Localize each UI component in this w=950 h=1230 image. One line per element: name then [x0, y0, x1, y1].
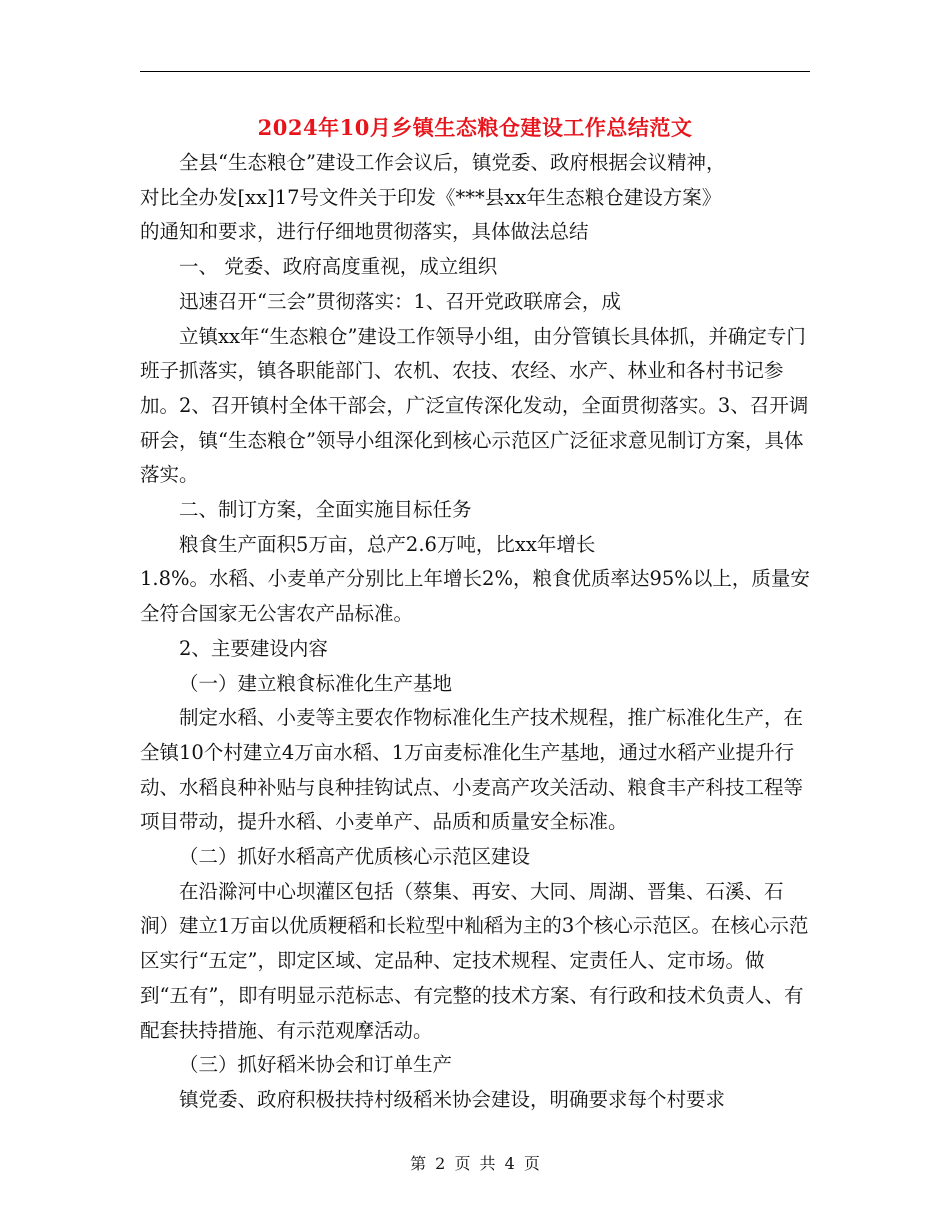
paragraph-intro-line-2: 对比全办发[xx]17号文件关于印发《***县xx年生态粮仓建设方案》 — [140, 185, 722, 209]
paragraph-intro-line-3: 的通知和要求，进行仔细地贯彻落实，具体做法总结 — [140, 220, 589, 244]
paragraph-leading-group: 立镇xx年“生态粮仓”建设工作领导小组，由分管镇长具体抓，并确定专门班子抓落实，镇各职能部门、农机、农技、农经、水产、林业和各村书记参加。2、召开镇村全体干部会，广泛宣传深化发动，全面贯彻落实。3、召开调研会，镇“生态粮仓”领导小组深化到核心示范区广泛征求意见制订方案，具体落实。 — [140, 324, 809, 487]
paragraph-targets-line-2: 1.8%。水稻、小麦单产分别比上年增长2%，粮食优质率达95%以上，质量安全符合国家无公害农产品标准。 — [140, 567, 810, 626]
subheading-demo-area: （二）抓好水稻高产优质核心示范区建设 — [179, 845, 531, 869]
paragraph-standard-base: 制定水稻、小麦等主要农作物标准化生产技术规程，推广标准化生产，在全镇10个村建立4万亩水稻、1万亩麦标准化生产基地，通过水稻产业提升行动、水稻良种补贴与良种挂钩试点、小麦高产攻关活动、粮食丰产科技工程等项目带动，提升水稻、小麦单产、品质和质量安全标准。 — [140, 706, 804, 834]
header-rule — [140, 71, 810, 72]
page-number: 第 2 页 共 4 页 — [410, 1154, 540, 1173]
paragraph-rice-association: 镇党委、政府积极扶持村级稻米协会建设，明确要求每个村要求 — [179, 1087, 726, 1111]
section-heading-2: 二、制订方案，全面实施目标任务 — [179, 498, 472, 522]
paragraph-three-meetings: 迅速召开“三会”贯彻落实：1、召开党政联席会，成 — [179, 289, 621, 313]
subheading-standard-base: （一）建立粮食标准化生产基地 — [179, 671, 453, 695]
paragraph-intro-line-1: 全县“生态粮仓”建设工作会议后，镇党委、政府根据会议精神， — [179, 151, 726, 174]
subheading-rice-association: （三）抓好稻米协会和订单生产 — [179, 1053, 453, 1077]
document-title: 2024年10月乡镇生态粮仓建设工作总结范文 — [257, 115, 693, 140]
paragraph-targets-line-1: 粮食生产面积5万亩，总产2.6万吨，比xx年增长 — [179, 532, 596, 556]
document-body — [140, 146, 810, 1118]
paragraph-demo-area: 在沿滁河中心坝灌区包括（蔡集、再安、大同、周湖、晋集、石溪、石涧）建立1万亩以优质粳稻和长粒型中籼稻为主的3个核心示范区。在核心示范区实行“五定”，即定区域、定品种、定技术规程、定责任人、定市场。做到“五有”，即有明显示范标志、有完整的技术方案、有行政和技术负责人、有配套扶持措施、有示范观摩活动。 — [140, 879, 809, 1042]
section-heading-1: 一、 党委、政府高度重视，成立组织 — [179, 255, 498, 279]
subheading-main-content: 2、主要建设内容 — [179, 636, 328, 660]
